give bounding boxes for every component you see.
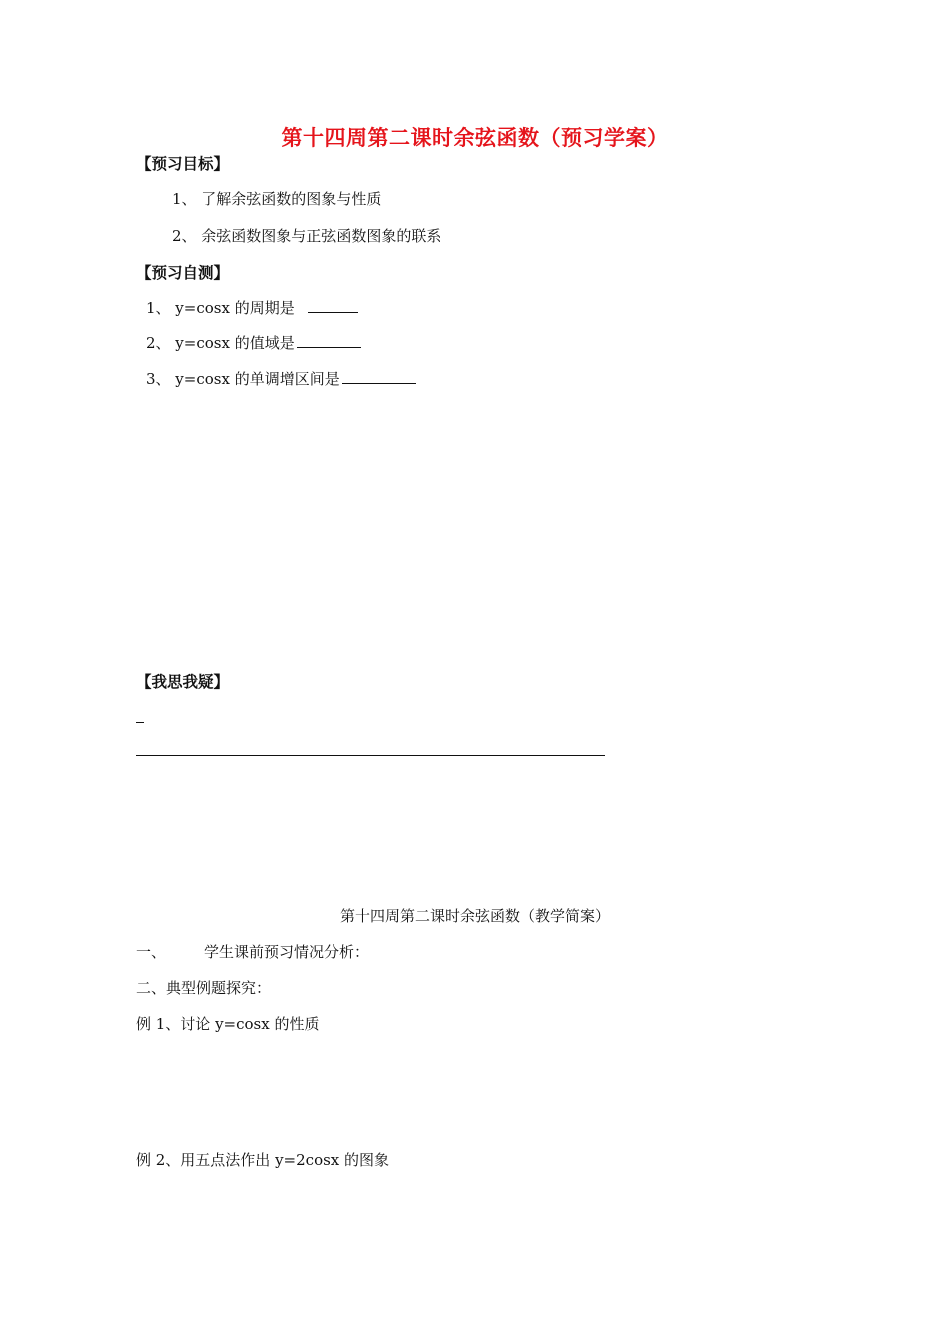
goal-item-1: 1、 了解余弦函数的图象与性质 [172, 190, 382, 208]
selftest-item-1-text: 1、 y=cosx 的周期是 [146, 299, 295, 317]
doubts-heading: 【我思我疑】 [136, 673, 230, 691]
goal-item-2: 2、 余弦函数图象与正弦函数图象的联系 [172, 227, 442, 245]
selftest-heading: 【预习自测】 [136, 264, 230, 282]
example-2: 例 2、用五点法作出 y=2cosx 的图象 [136, 1151, 390, 1169]
lesson-item-1-number: 一、 [136, 943, 167, 961]
answer-blank-2[interactable] [297, 333, 361, 348]
lesson-title: 第十四周第二课时余弦函数（教学简案） [339, 907, 610, 925]
selftest-item-3 [146, 368, 416, 389]
selftest-item-1 [146, 297, 358, 318]
answer-blank-1[interactable] [308, 298, 358, 313]
answer-blank-3[interactable] [342, 369, 416, 384]
selftest-item-3-text: 3、 y=cosx 的单调增区间是 [146, 370, 340, 388]
selftest-item-2-text: 2、 y=cosx 的值域是 [146, 334, 295, 352]
preview-title: 第十四周第二课时余弦函数（预习学案） [281, 126, 669, 150]
doubts-short-line [136, 722, 144, 723]
lesson-item-1-text: 学生课前预习情况分析： [204, 943, 370, 961]
goals-heading: 【预习目标】 [136, 155, 230, 173]
lesson-item-2: 二、典型例题探究： [136, 979, 272, 997]
example-1: 例 1、讨论 y=cosx 的性质 [136, 1015, 320, 1033]
doubts-answer-line[interactable] [136, 755, 605, 756]
selftest-item-2 [146, 332, 361, 353]
